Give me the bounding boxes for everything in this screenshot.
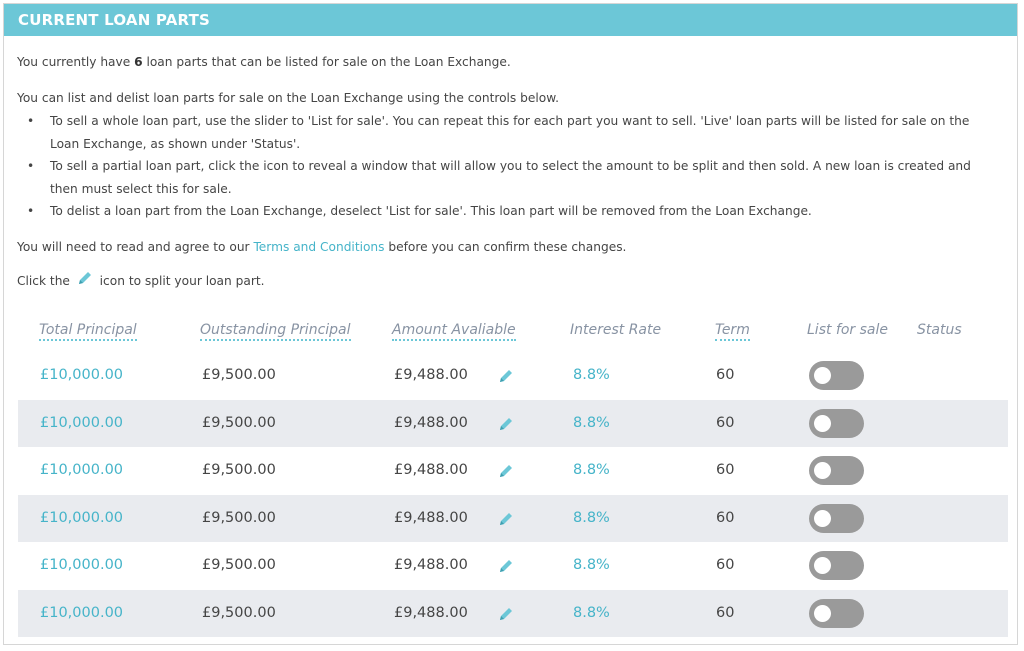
header-amount-available[interactable]: Amount Avaliable — [392, 322, 516, 341]
term-cell: 60 — [716, 509, 735, 526]
outstanding-principal-cell: £9,500.00 — [202, 462, 276, 478]
toggle-knob — [814, 415, 831, 432]
instruction-item: • To sell a whole loan part, use the slider to 'List for sale'. You can repeat this for each part you want to sell. 'Live' loan parts will be listed for sale on the Loan Exchange, as shown under 'Status'. — [17, 110, 993, 155]
list-for-sale-toggle[interactable] — [809, 551, 864, 580]
toggle-knob — [814, 462, 831, 479]
total-principal-cell[interactable]: £10,000.00 — [40, 462, 124, 478]
split-hint-suffix: icon to split your loan part. — [95, 274, 265, 288]
table-row — [18, 495, 1008, 543]
total-principal-cell[interactable]: £10,000.00 — [40, 509, 124, 526]
total-principal-cell[interactable]: £10,000.00 — [40, 414, 124, 431]
pencil-icon[interactable] — [498, 558, 514, 578]
interest-rate-cell[interactable]: 8.8% — [573, 604, 610, 621]
pencil-icon — [77, 270, 93, 293]
terms-link[interactable]: Terms and Conditions — [253, 240, 385, 254]
term-cell: 60 — [716, 462, 735, 478]
loan-parts-panel — [3, 3, 1018, 645]
list-for-sale-toggle[interactable] — [809, 361, 864, 390]
term-cell: 60 — [716, 557, 735, 573]
pencil-icon[interactable] — [498, 606, 514, 626]
table-row — [18, 352, 1008, 400]
outstanding-principal-cell: £9,500.00 — [202, 367, 276, 383]
list-for-sale-toggle[interactable] — [809, 599, 864, 628]
list-for-sale-toggle[interactable] — [809, 504, 864, 533]
terms-suffix: before you can confirm these changes. — [384, 240, 627, 254]
term-cell: 60 — [716, 604, 735, 621]
intro-prefix: You currently have — [17, 55, 135, 69]
panel-title: CURRENT LOAN PARTS — [4, 4, 1017, 36]
interest-rate-cell[interactable]: 8.8% — [573, 557, 610, 573]
table-row — [18, 542, 1008, 590]
terms-text — [17, 236, 993, 258]
header-status: Status — [917, 322, 962, 338]
toggle-knob — [814, 510, 831, 527]
header-list-for-sale: List for sale — [807, 322, 888, 338]
header-interest-rate: Interest Rate — [570, 322, 662, 338]
interest-rate-cell[interactable]: 8.8% — [573, 367, 610, 383]
pencil-icon[interactable] — [498, 463, 514, 483]
outstanding-principal-cell: £9,500.00 — [202, 414, 276, 431]
instruction-item: • To sell a partial loan part, click the icon to reveal a window that will allow you to select the amount to be split and then sold. A new loan is created and then must select this for sale. — [17, 155, 993, 200]
table-row — [18, 590, 1008, 638]
header-term[interactable]: Term — [715, 322, 750, 341]
loan-count-text — [17, 51, 993, 73]
pencil-icon[interactable] — [498, 368, 514, 388]
loan-count: 6 — [134, 55, 143, 69]
instructions-lead: You can list and delist loan parts for sale on the Loan Exchange using the controls below. — [17, 91, 559, 105]
pencil-icon[interactable] — [498, 416, 514, 436]
amount-available-cell: £9,488.00 — [394, 462, 468, 478]
toggle-knob — [814, 605, 831, 622]
total-principal-cell[interactable]: £10,000.00 — [40, 604, 124, 621]
total-principal-cell[interactable]: £10,000.00 — [40, 557, 124, 573]
total-principal-cell[interactable]: £10,000.00 — [40, 367, 124, 383]
interest-rate-cell[interactable]: 8.8% — [573, 414, 610, 431]
header-outstanding-principal[interactable]: Outstanding Principal — [200, 322, 351, 341]
table-row — [18, 447, 1008, 495]
pencil-icon[interactable] — [498, 511, 514, 531]
outstanding-principal-cell: £9,500.00 — [202, 604, 276, 621]
header-total-principal[interactable]: Total Principal — [39, 322, 137, 341]
table-header — [18, 322, 1008, 348]
toggle-knob — [814, 367, 831, 384]
instructions-list — [17, 110, 993, 223]
amount-available-cell: £9,488.00 — [394, 557, 468, 573]
loan-parts-table — [18, 352, 1008, 637]
terms-prefix: You will need to read and agree to our — [17, 240, 254, 254]
split-hint-prefix: Click the — [17, 274, 74, 288]
intro-suffix: loan parts that can be listed for sale on the Loan Exchange. — [142, 55, 511, 69]
outstanding-principal-cell: £9,500.00 — [202, 509, 276, 526]
list-for-sale-toggle[interactable] — [809, 456, 864, 485]
split-hint — [17, 270, 993, 293]
term-cell: 60 — [716, 414, 735, 431]
interest-rate-cell[interactable]: 8.8% — [573, 509, 610, 526]
interest-rate-cell[interactable]: 8.8% — [573, 462, 610, 478]
amount-available-cell: £9,488.00 — [394, 509, 468, 526]
amount-available-cell: £9,488.00 — [394, 367, 468, 383]
amount-available-cell: £9,488.00 — [394, 414, 468, 431]
instruction-item: • To delist a loan part from the Loan Exchange, deselect 'List for sale'. This loan part will be removed from the Loan Exchange. — [17, 200, 993, 223]
toggle-knob — [814, 557, 831, 574]
outstanding-principal-cell: £9,500.00 — [202, 557, 276, 573]
amount-available-cell: £9,488.00 — [394, 604, 468, 621]
list-for-sale-toggle[interactable] — [809, 409, 864, 438]
table-row — [18, 400, 1008, 448]
term-cell: 60 — [716, 367, 735, 383]
